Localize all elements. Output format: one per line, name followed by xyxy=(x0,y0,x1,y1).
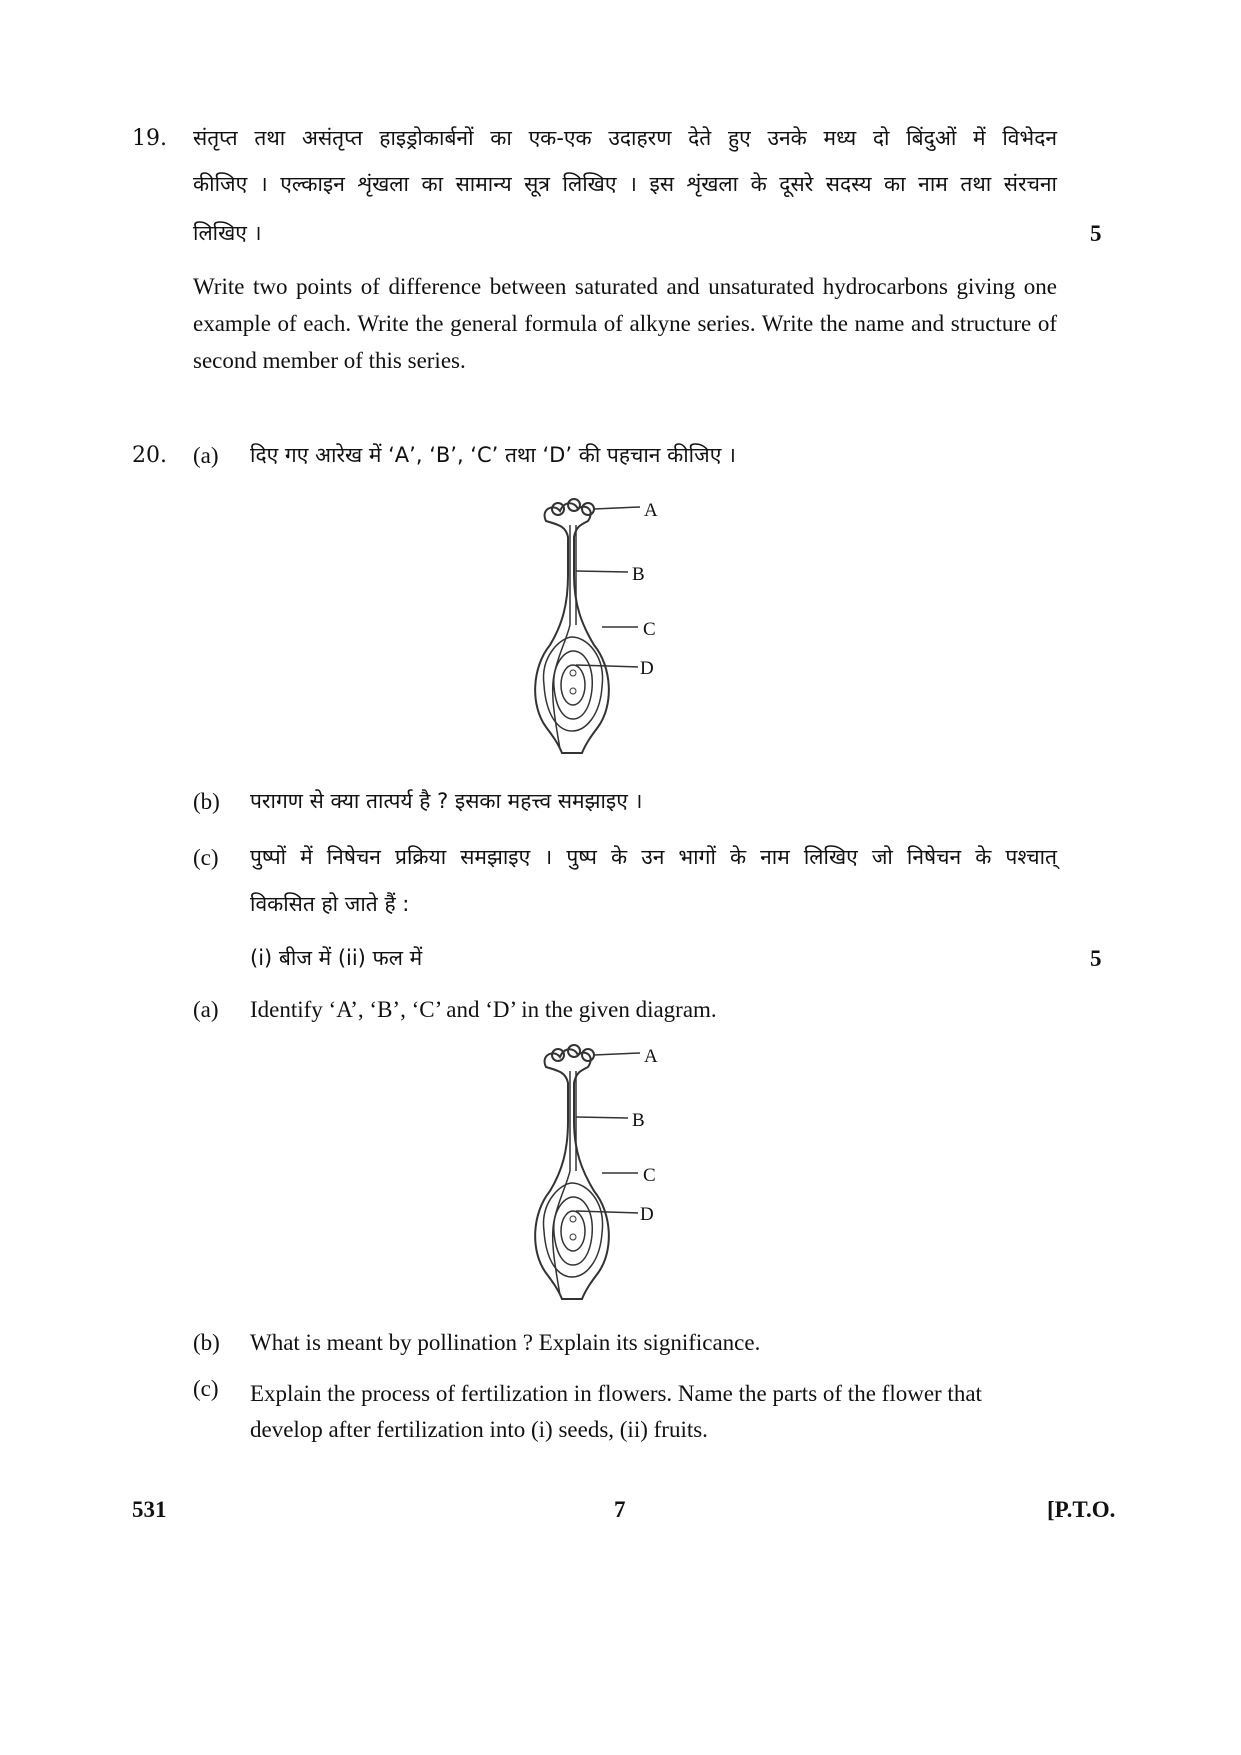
q20-hindi-b-label: (b) xyxy=(193,789,220,814)
q20-number: 20. xyxy=(132,443,167,468)
pistil-diagram-english xyxy=(510,1041,710,1306)
q20-english-c-label: (c) xyxy=(193,1376,219,1401)
integument xyxy=(554,651,592,719)
q19-hindi-line-2: कीजिए । एल्काइन शृंखला का सामान्य सूत्र लिखिए । इस शृंखला के दूसरे सदस्य का नाम तथा संरचना xyxy=(193,172,1057,196)
label-a: A xyxy=(644,1046,658,1067)
label-a: A xyxy=(644,500,658,521)
embryo-sac xyxy=(561,665,585,705)
q20-english-c-text: Explain the process of fertilization in flowers. Name the parts of the flower that develop after fertilization into (i) seeds, (ii) fruits. xyxy=(250,1381,982,1442)
label-c: C xyxy=(643,1165,656,1186)
q20-hindi-c-label: (c) xyxy=(193,845,219,870)
label-b: B xyxy=(632,1110,645,1131)
footer-code: 531 xyxy=(132,1497,167,1522)
footer-page-number: 7 xyxy=(614,1497,626,1522)
q19-number: 19. xyxy=(132,126,167,151)
q19-english: Write two points of difference between saturated and unsaturated hydrocarbons giving one example of each. Write the general formula of alkyne series. Write the name and structure of second member of this series. xyxy=(193,274,1057,373)
integument xyxy=(554,1197,592,1265)
q20-english-a-label: (a) xyxy=(193,997,219,1022)
pointer-b xyxy=(576,1117,628,1118)
q20-english-a-text: Identify ‘A’, ‘B’, ‘C’ and ‘D’ in the given diagram. xyxy=(250,997,717,1022)
q20-hindi-c-line-2: विकसित हो जाते हैं : xyxy=(250,892,410,916)
footer-pto: [P.T.O. xyxy=(1047,1497,1116,1522)
q20-english-b-text: What is meant by pollination ? Explain its significance. xyxy=(250,1330,761,1355)
q20-hindi-c-line-3: (i) बीज में (ii) फल में xyxy=(250,946,423,970)
q20-hindi-a-text: दिए गए आरेख में ‘A’, ‘B’, ‘C’ तथा ‘D’ की पहचान कीजिए । xyxy=(250,443,736,467)
label-b: B xyxy=(632,564,645,585)
q20-hindi-b-text: परागण से क्या तात्पर्य है ? इसका महत्त्व समझाइए । xyxy=(250,789,643,813)
q19-hindi-line-1: संतृप्त तथा असंतृप्त हाइड्रोकार्बनों का एक-एक उदाहरण देते हुए उनके मध्य दो बिंदुओं में विभेदन xyxy=(193,126,1057,150)
pointer-d xyxy=(576,665,638,667)
pointer-d xyxy=(576,1211,638,1213)
q20-marks: 5 xyxy=(1090,946,1102,971)
q19-marks: 5 xyxy=(1090,221,1102,246)
label-d: D xyxy=(640,1204,654,1225)
q20-hindi-c-line-1: पुष्पों में निषेचन प्रक्रिया समझाइए । पुष्प के उन भागों के नाम लिखिए जो निषेचन के पश्चात् xyxy=(250,845,1057,869)
pistil-diagram-hindi xyxy=(510,495,710,760)
q20-english-b-label: (b) xyxy=(193,1330,220,1355)
pointer-a xyxy=(594,1053,640,1055)
label-d: D xyxy=(640,658,654,679)
stigma-outline xyxy=(535,503,609,753)
embryo-sac xyxy=(561,1211,585,1251)
q20-hindi-a-label: (a) xyxy=(193,443,219,468)
q19-hindi-line-3: लिखिए । xyxy=(193,221,262,245)
pointer-b xyxy=(576,571,628,572)
label-c: C xyxy=(643,619,656,640)
pointer-a xyxy=(594,507,640,509)
stigma-outline xyxy=(535,1049,609,1299)
